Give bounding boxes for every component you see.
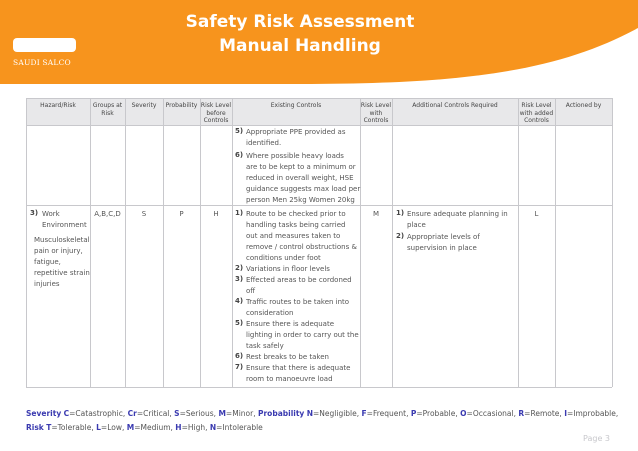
page-title: Safety Risk Assessment [185,12,415,32]
legend-line-1: Severity C=Catastrophic, Cr=Critical, S=Serious, M=Minor, Probability N=Negligible, F=Frequent, P=Probable, O=Occasional, R=Remote, I=Improbable, [26,409,619,418]
col-actioned-by: Actioned by [565,102,602,109]
risk-added-value: L [534,210,539,218]
control-number: 5) [235,319,244,327]
control-number: 6) [235,352,244,360]
control-text: Variations in floor levels [246,265,330,273]
col-groups: Groups at Risk [92,102,123,117]
control-text: Rest breaks to be taken [246,353,329,361]
col-severity: Severity [131,102,157,109]
control-number: 1) [235,209,244,217]
additional-number: 2) [396,232,405,240]
control-text: Appropriate PPE provided as identified. [246,128,346,147]
control-text: Route to be checked prior to handling tasks being carried out and measures taken to remove / control obstructions & conditions under foot [246,210,357,262]
legend-line-2: Risk T=Tolerable, L=Low, M=Medium, H=High, N=Intolerable [26,423,263,432]
control-number: 4) [235,297,244,305]
risk-table [26,98,612,387]
logo [13,38,76,52]
severity-value: S [141,210,147,218]
col-risk-added: Risk Level with added Controls [519,102,554,124]
additional-number: 1) [396,209,405,217]
control-text: Ensure there is adequate lighting in order to carry out the task safely [246,320,359,350]
control-text: Where possible heavy loads are to be kept to a minimum or reduced in overall weight, HSE guidance suggests max load per person Men 25kg Women 20kg [246,152,361,204]
col-hazard: Hazard/Risk [40,102,76,109]
control-number: 6) [235,151,244,159]
hazard-description: Musculoskeletal pain or injury, fatigue, repetitive strain injuries [34,236,90,288]
risk-before-value: H [213,210,219,218]
col-risk-with: Risk Level with Controls [360,102,392,124]
page-number: Page 3 [583,434,610,443]
col-probability: Probability [165,102,198,109]
control-number: 5) [235,127,244,135]
groups-at-risk: A,B,C,D [94,210,121,218]
control-number: 3) [235,275,244,283]
risk-with-value: M [372,210,380,218]
hazard-number: 3) [30,209,39,217]
hazard-title: Work Environment [42,210,87,229]
col-risk-before: Risk Level before Controls [200,102,232,124]
col-additional-controls: Additional Controls Required [412,102,498,109]
control-number: 7) [235,363,244,371]
control-text: Traffic routes to be taken into consideration [246,298,350,317]
probability-value: P [179,210,184,218]
page-subtitle: Manual Handling [219,36,381,56]
brand-name: SAUDI SALCO [13,58,71,67]
additional-text: Ensure adequate planning in place [407,210,508,229]
control-text: Effected areas to be cordoned off [246,276,352,295]
control-text: Ensure that there is adequate room to manoeuvre load [246,364,351,383]
additional-text: Appropriate levels of supervision in place [407,233,480,252]
col-existing-controls: Existing Controls [270,102,322,109]
control-number: 2) [235,264,244,272]
